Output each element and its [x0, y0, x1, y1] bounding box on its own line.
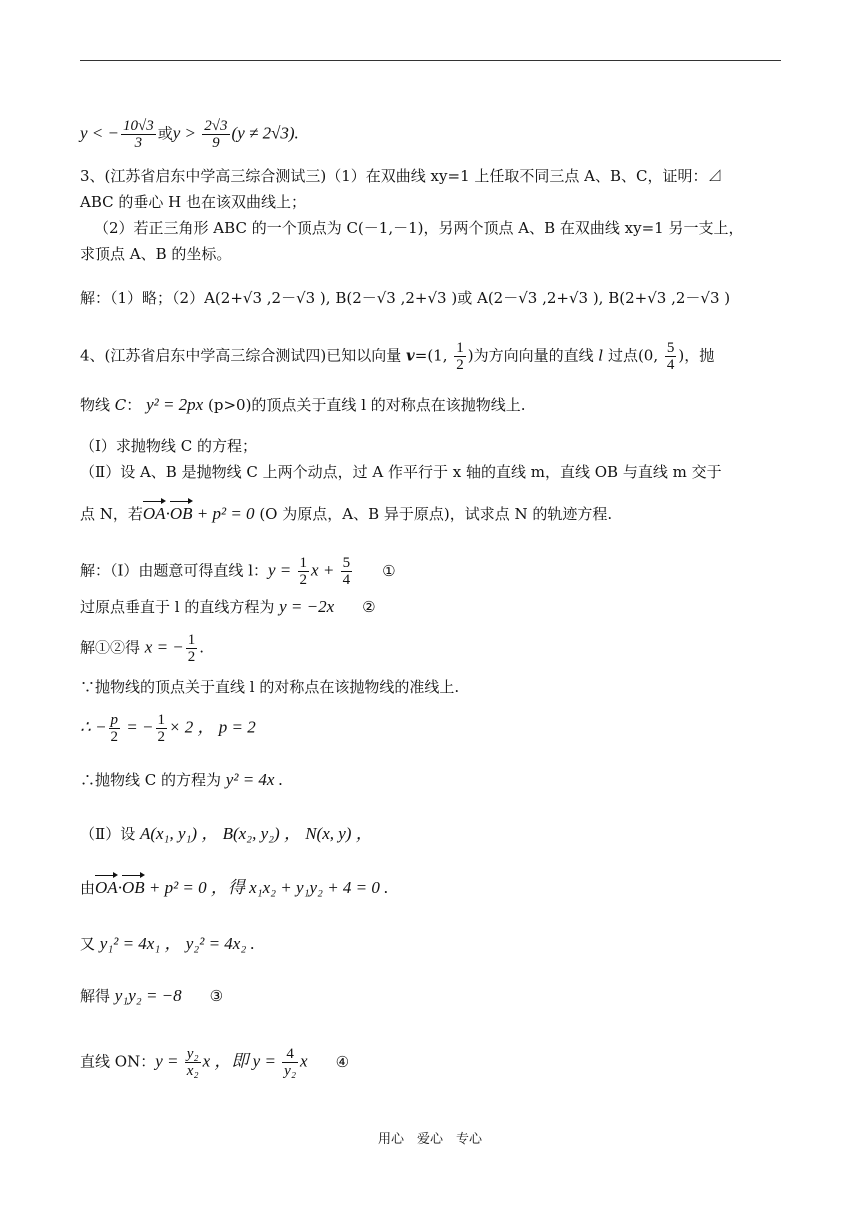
frac-num: 1 [299, 555, 308, 571]
q4-line1-end: )，抛 [678, 346, 715, 365]
solution-step-5 [80, 712, 256, 745]
curve-c: C [114, 396, 127, 414]
frac-2sqrt3-over-9 [202, 118, 229, 151]
dot-operator: · [117, 878, 122, 897]
q4-line2-rest: (p>0)的顶点关于直线 l 的对称点在该抛物线上. [203, 396, 526, 414]
frac-num: 4 [282, 1046, 298, 1063]
q4-direction-text: )为方向向量的直线 [467, 346, 599, 365]
step5-therefore: ∴ − [80, 717, 107, 737]
q4-vector-open: =(1, [414, 346, 453, 365]
page-footer: 用心 爱心 专心 [377, 1132, 482, 1147]
frac-den: 2 [157, 729, 165, 745]
frac-num: 1 [456, 340, 464, 356]
step11-eq-end: x [300, 1051, 308, 1071]
frac-one-half [298, 555, 310, 588]
solution-step-11 [80, 1046, 349, 1079]
solution-step-1 [80, 555, 396, 588]
frac-num: p [110, 712, 119, 728]
step11-eq-mid: x ，即 y = [202, 1051, 281, 1071]
frac-num: 5 [666, 340, 675, 356]
step7-text: （Ⅱ）设 [80, 825, 140, 843]
frac-num: 10√3 [123, 118, 154, 134]
marker-4: ④ [335, 1052, 350, 1071]
q4-part-2-line-2 [80, 504, 612, 524]
y-range-condition: (y ≠ 2√3). [231, 123, 299, 143]
frac-den: 2 [456, 357, 464, 373]
frac-num: 2√3 [204, 118, 228, 134]
frac-den: 2 [110, 729, 119, 745]
solution-step-7 [80, 824, 373, 844]
q3-answer: 解：（1）略；（2）A(2+√3 ,2－√3 ), B(2－√3 ,2+√3 )或 A(2－√3 ,2+√3 ), B(2+√3 ,2－√3 ) [80, 289, 731, 307]
q3-line-4: 求顶点 A、B 的坐标。 [80, 245, 232, 263]
frac-num: 5 [342, 555, 351, 571]
line-l: l [598, 346, 604, 365]
frac-num: y₂ [186, 1046, 199, 1062]
step8-equation: + p² = 0 ，得 x₁x₂ + y₁y₂ + 4 = 0 . [144, 878, 389, 897]
solution-step-4: ∵抛物线的顶点关于直线 l 的对称点在该抛物线的准线上. [80, 678, 460, 696]
dot-operator: · [165, 504, 170, 523]
frac-4-over-y2 [282, 1046, 298, 1079]
step10-equation: y₁y₂ = −8 [114, 986, 182, 1005]
frac-den: 4 [342, 572, 351, 588]
q4-point-text: 过点(0, [603, 346, 663, 365]
marker-3: ③ [209, 987, 224, 1005]
frac-den: y₂ [284, 1063, 297, 1079]
q4-colon: ： [126, 396, 142, 414]
step2-text: 过原点垂直于 l 的直线方程为 [80, 598, 280, 616]
q3-line-3: （2）若正三角形 ABC 的一个顶点为 C(－1,－1)，另两个顶点 A、B 在双曲线 xy=1 另一支上， [94, 219, 744, 237]
solution-step-3 [80, 632, 204, 665]
step2-equation: y = −2x [279, 597, 335, 616]
solution-step-10 [80, 986, 223, 1006]
step3-text: 解①②得 [80, 638, 145, 657]
step3-eq: x = − [144, 637, 184, 657]
dot-product-equation: + p² = 0 [192, 504, 255, 523]
frac-one-half [454, 340, 466, 373]
step1-eq-lhs: y = [268, 560, 296, 580]
vector-oa: OA [142, 504, 166, 523]
frac-one-half [156, 712, 168, 745]
vector-v: v [406, 346, 415, 365]
frac-one-half [186, 632, 198, 665]
frac-num: 1 [187, 632, 196, 648]
header-rule [80, 60, 781, 61]
q4-part2-prefix: 点 N，若 [80, 505, 143, 523]
step5-result: × 2 ， p = 2 [169, 717, 256, 737]
q4-line-2 [80, 395, 526, 415]
or-word: 或 [157, 126, 173, 143]
step11-eq-lhs: y = [155, 1051, 183, 1071]
q4-part-1: （Ⅰ）求抛物线 C 的方程； [80, 437, 257, 455]
step9-prefix: 又 [80, 935, 100, 953]
q3-line-2: ABC 的垂心 H 也在该双曲线上； [80, 193, 306, 211]
q4-part2-rest: (O 为原点，A、B 异于原点)，试求点 N 的轨迹方程. [254, 505, 613, 523]
solution-step-8 [80, 878, 388, 898]
y-range-lhs: y < [80, 123, 104, 143]
marker-2: ② [362, 598, 376, 616]
frac-p-over-2 [109, 712, 121, 745]
q4-line-1 [80, 340, 714, 373]
step11-prefix: 直线 ON： [80, 1052, 156, 1071]
y-range-line: y < − $\frac{10√3}{3}$ 或y > $\frac{2√3}{9}$ (y ≠ 2√3). [80, 118, 299, 151]
parabola-result: y² = 4x . [225, 770, 283, 789]
solution-step-6 [80, 770, 283, 790]
frac-den: 2 [299, 572, 308, 588]
marker-1: ① [382, 561, 396, 580]
frac-den: 4 [666, 357, 675, 373]
solution-step-2 [80, 597, 376, 617]
points-definition: A(x₁, y₁) ， B(x₂, y₂) ， N(x, y) ， [139, 824, 373, 843]
q3-line-1: 3、(江苏省启东中学高三综合测试三)（1）在双曲线 xy=1 上任取不同三点 A、B、C，证明：⊿ [80, 167, 723, 185]
y-range-gt: y > [172, 123, 197, 143]
q4-parabola-word: 物线 [80, 396, 115, 414]
parabola-equation: y² = 2px [146, 395, 204, 414]
frac-five-quarters [665, 340, 677, 373]
vector-ob: OB [169, 504, 193, 523]
step3-end: . [199, 638, 205, 657]
vector-ob: OB [121, 878, 145, 897]
step10-prefix: 解得 [80, 987, 115, 1005]
frac-num: 1 [157, 712, 165, 728]
frac-den: 9 [212, 135, 220, 151]
frac-den: x₂ [186, 1063, 199, 1079]
frac-y2-over-x2 [185, 1046, 201, 1079]
vector-oa: OA [95, 878, 118, 897]
step9-equation: y₁² = 4x₁ ， y₂² = 4x₂ . [99, 934, 255, 953]
step5-eq: = − [122, 717, 154, 737]
frac-den: 2 [187, 649, 196, 665]
solution-step-9 [80, 934, 255, 954]
frac-den: 3 [134, 135, 143, 151]
frac-five-quarters [341, 555, 353, 588]
step6-text: ∴抛物线 C 的方程为 [80, 771, 226, 789]
frac-10sqrt3-over-3 [121, 118, 156, 151]
step1-text: 解：（Ⅰ）由题意可得直线 l： [80, 561, 268, 580]
step1-eq-mid: x + [311, 560, 339, 580]
q4-intro: 4、(江苏省启东中学高三综合测试四)已知以向量 [80, 346, 407, 365]
q4-part-2-line-1: （Ⅱ）设 A、B 是抛物线 C 上两个动点，过 A 作平行于 x 轴的直线 m，直线 OB 与直线 m 交于 [80, 463, 722, 481]
step8-prefix: 由 [80, 879, 96, 897]
